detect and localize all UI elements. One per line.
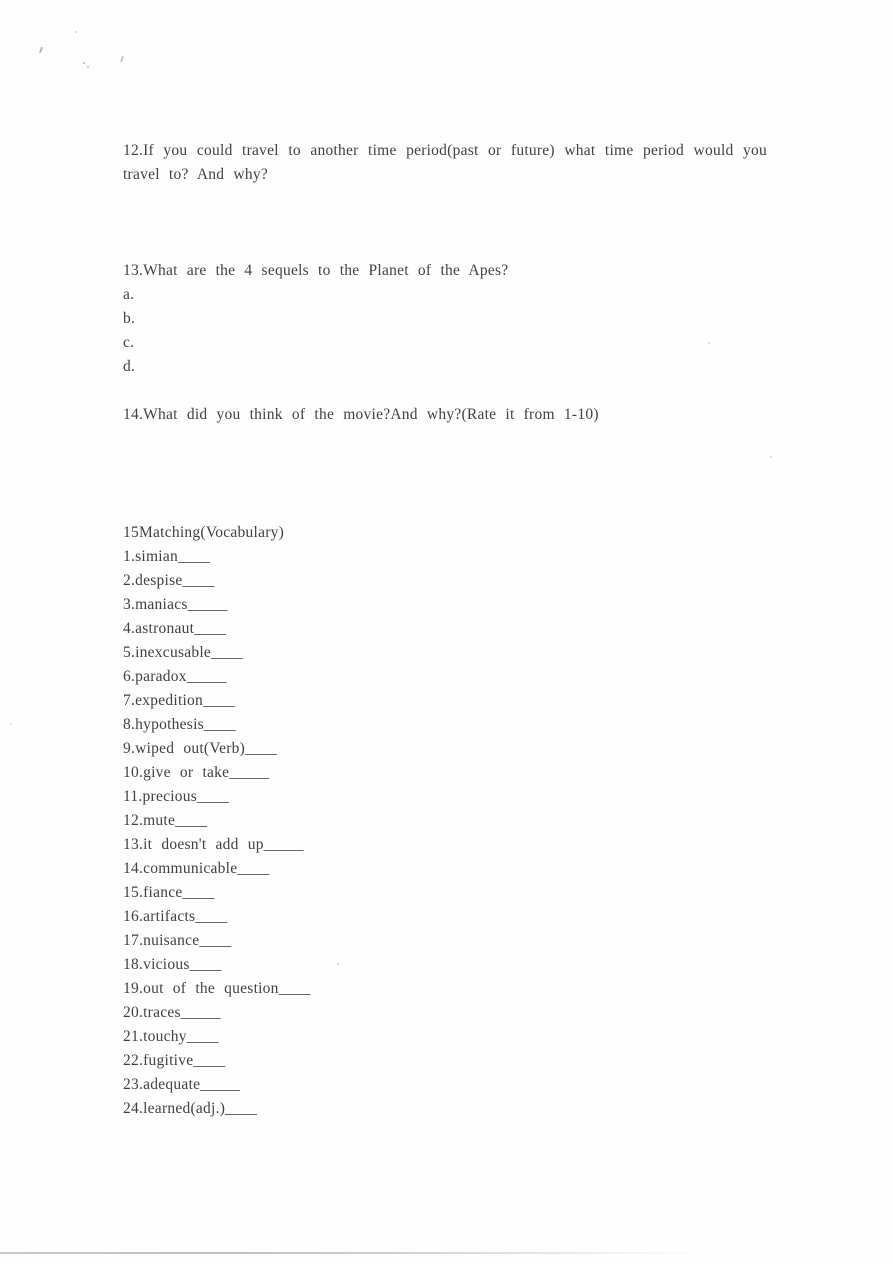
matching-item: 23.adequate_____ [123, 1076, 241, 1093]
matching-item: 21.touchy____ [123, 1028, 219, 1045]
question-12-text: 12.If you could travel to another time period(past or future) what time period would you travel to? And why? [123, 142, 767, 183]
matching-item: 14.communicable____ [123, 860, 270, 877]
matching-item: 6.paradox_____ [123, 668, 227, 685]
question-13-text: 13.What are the 4 sequels to the Planet of the Apes? [123, 262, 509, 279]
answer-line-label: c. [123, 334, 135, 351]
scan-speckle [10, 723, 12, 725]
scan-speckle [120, 56, 124, 62]
matching-item: 9.wiped out(Verb)____ [123, 740, 278, 757]
page-bottom-scan-line [0, 1252, 730, 1254]
matching-item: 19.out of the question____ [123, 980, 311, 997]
matching-item: 17.nuisance____ [123, 932, 232, 949]
matching-item: 1.simian____ [123, 548, 210, 565]
matching-item: 13.it doesn't add up_____ [123, 836, 304, 853]
matching-item: 11.precious____ [123, 788, 230, 805]
question-14-text: 14.What did you think of the movie?And why?(Rate it from 1-10) [123, 406, 599, 423]
answer-line-label: a. [123, 286, 135, 303]
matching-item: 4.astronaut____ [123, 620, 227, 637]
matching-item: 12.mute____ [123, 812, 208, 829]
scan-speckle [708, 342, 710, 344]
matching-item: 3.maniacs_____ [123, 596, 228, 613]
matching-item: 10.give or take_____ [123, 764, 270, 781]
scan-speckle [83, 62, 85, 64]
matching-item: 22.fugitive____ [123, 1052, 226, 1069]
scan-speckle [39, 47, 43, 53]
matching-item: 18.vicious____ [123, 956, 222, 973]
matching-item: 16.artifacts____ [123, 908, 228, 925]
answer-line-label: d. [123, 358, 136, 375]
scan-speckle [87, 66, 89, 68]
matching-item: 24.learned(adj.)____ [123, 1100, 258, 1117]
scan-speckle [770, 456, 772, 458]
matching-item-list [123, 545, 311, 1121]
matching-item: 8.hypothesis____ [123, 716, 236, 733]
matching-item: 2.despise____ [123, 572, 215, 589]
matching-item: 5.inexcusable____ [123, 644, 244, 661]
answer-line-label: b. [123, 310, 136, 327]
question-13-answer-lines [123, 283, 135, 379]
scan-speckle [75, 31, 77, 33]
scan-speckle [337, 963, 339, 965]
matching-section-title: 15Matching(Vocabulary) [123, 524, 285, 541]
matching-item: 15.fiance____ [123, 884, 215, 901]
matching-item: 20.traces_____ [123, 1004, 221, 1021]
matching-vocabulary-section [123, 521, 311, 1121]
matching-item: 7.expedition____ [123, 692, 236, 709]
